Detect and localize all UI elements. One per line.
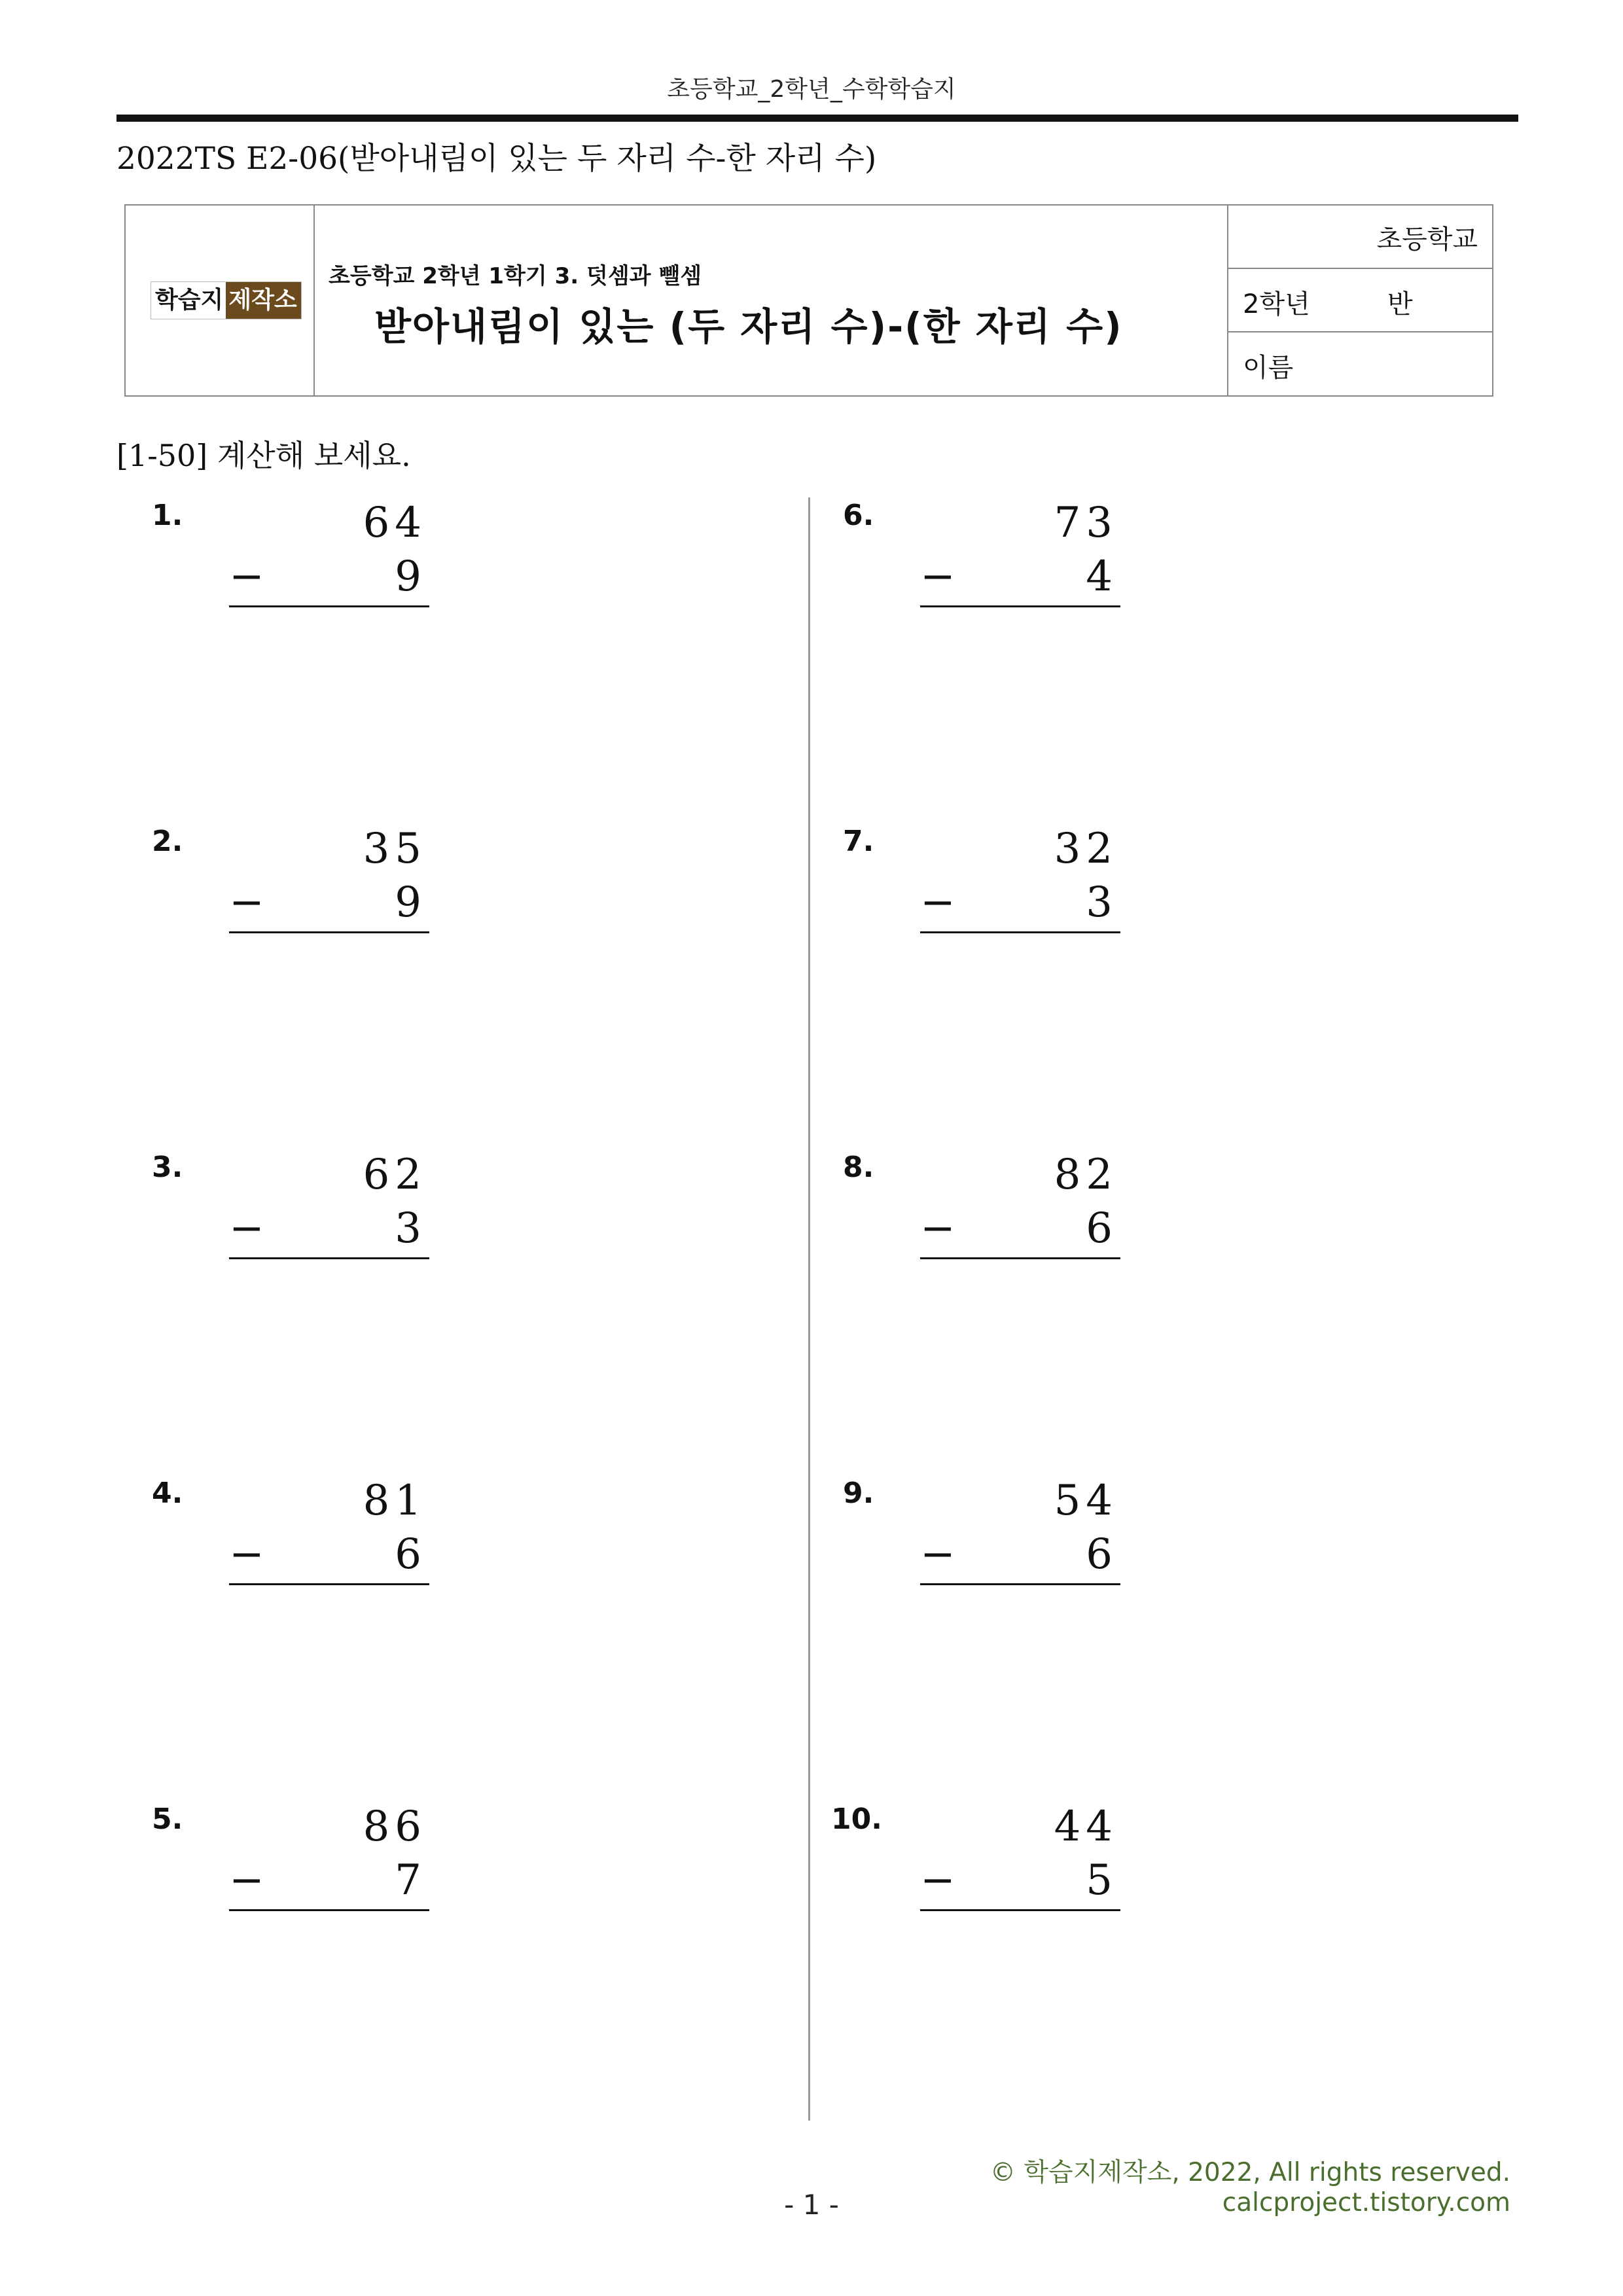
subtrahend: 9 bbox=[395, 878, 427, 927]
school-label: 초등학교 bbox=[1376, 224, 1478, 255]
worksheet-title: 받아내림이 있는 (두 자리 수)-(한 자리 수) bbox=[374, 304, 1123, 349]
problem-8 bbox=[843, 1151, 1118, 1321]
problem-number: 4. bbox=[152, 1477, 183, 1510]
problem-number: 6. bbox=[843, 499, 874, 532]
answer-line bbox=[920, 931, 1120, 933]
answer-line bbox=[920, 605, 1120, 607]
minuend: 64 bbox=[363, 499, 427, 547]
problem-number: 7. bbox=[843, 825, 874, 858]
minus-sign: − bbox=[920, 1204, 955, 1253]
answer-line bbox=[920, 1909, 1120, 1911]
school-row bbox=[1228, 206, 1492, 269]
instruction: [1-50] 계산해 보세요. bbox=[116, 438, 411, 473]
name-label: 이름 bbox=[1243, 353, 1294, 383]
subtrahend: 6 bbox=[395, 1530, 427, 1579]
logo-text-part1: 학습지 bbox=[151, 282, 226, 319]
problem-10 bbox=[831, 1803, 1118, 1973]
problem-9 bbox=[843, 1477, 1118, 1647]
problem-3 bbox=[152, 1151, 427, 1321]
answer-line bbox=[229, 1909, 429, 1911]
answer-line bbox=[229, 605, 429, 607]
minuend: 86 bbox=[363, 1803, 427, 1851]
minus-sign: − bbox=[920, 1530, 955, 1579]
problem-5 bbox=[152, 1803, 427, 1973]
logo-text-part2: 제작소 bbox=[226, 282, 300, 319]
header-rule bbox=[116, 115, 1518, 122]
problem-6 bbox=[843, 499, 1118, 669]
minus-sign: − bbox=[229, 1204, 264, 1253]
minus-sign: − bbox=[920, 1856, 955, 1905]
answer-line bbox=[920, 1583, 1120, 1585]
document-code: 2022TS E2-06(받아내림이 있는 두 자리 수-한 자리 수) bbox=[116, 141, 877, 177]
grade-label: 2학년 bbox=[1243, 289, 1310, 319]
problem-1 bbox=[152, 499, 427, 669]
minus-sign: − bbox=[229, 1856, 264, 1905]
logo-cell bbox=[126, 206, 315, 395]
answer-line bbox=[920, 1257, 1120, 1259]
problem-7 bbox=[843, 825, 1118, 995]
column-divider bbox=[808, 497, 810, 2121]
minuend: 54 bbox=[1054, 1477, 1118, 1525]
subtrahend: 6 bbox=[1086, 1204, 1118, 1253]
minuend: 73 bbox=[1054, 499, 1118, 547]
page-number: - 1 - bbox=[784, 2189, 839, 2221]
grade-row bbox=[1228, 269, 1492, 332]
subtrahend: 9 bbox=[395, 552, 427, 601]
site-link[interactable]: calcproject.tistory.com bbox=[1222, 2188, 1510, 2217]
name-row bbox=[1228, 332, 1492, 396]
subtrahend: 3 bbox=[1086, 878, 1118, 927]
running-header: 초등학교_2학년_수학학습지 bbox=[667, 76, 956, 103]
class-label: 반 bbox=[1387, 289, 1413, 319]
problem-number: 8. bbox=[843, 1151, 874, 1184]
publisher-logo bbox=[151, 281, 302, 319]
minuend: 82 bbox=[1054, 1151, 1118, 1199]
answer-line bbox=[229, 1257, 429, 1259]
minuend: 32 bbox=[1054, 825, 1118, 873]
subject-label: 초등학교 2학년 1학기 3. 덧셈과 뺄셈 bbox=[329, 263, 702, 289]
minuend: 35 bbox=[363, 825, 427, 873]
minuend: 44 bbox=[1054, 1803, 1118, 1851]
problem-4 bbox=[152, 1477, 427, 1647]
student-info bbox=[1227, 206, 1492, 395]
subtrahend: 4 bbox=[1086, 552, 1118, 601]
problem-number: 9. bbox=[843, 1477, 874, 1510]
minus-sign: − bbox=[920, 878, 955, 927]
subtrahend: 7 bbox=[395, 1856, 427, 1905]
problem-number: 5. bbox=[152, 1803, 183, 1836]
problem-number: 10. bbox=[831, 1803, 882, 1836]
subtrahend: 6 bbox=[1086, 1530, 1118, 1579]
answer-line bbox=[229, 931, 429, 933]
problem-number: 2. bbox=[152, 825, 183, 858]
minus-sign: − bbox=[229, 552, 264, 601]
minus-sign: − bbox=[920, 552, 955, 601]
minus-sign: − bbox=[229, 878, 264, 927]
problem-number: 1. bbox=[152, 499, 183, 532]
problem-2 bbox=[152, 825, 427, 995]
subtrahend: 3 bbox=[395, 1204, 427, 1253]
minus-sign: − bbox=[229, 1530, 264, 1579]
subtrahend: 5 bbox=[1086, 1856, 1118, 1905]
minuend: 62 bbox=[363, 1151, 427, 1199]
problem-number: 3. bbox=[152, 1151, 183, 1184]
copyright-notice: © 학습지제작소, 2022, All rights reserved. bbox=[990, 2158, 1510, 2187]
title-box bbox=[124, 204, 1493, 397]
minuend: 81 bbox=[363, 1477, 427, 1525]
answer-line bbox=[229, 1583, 429, 1585]
